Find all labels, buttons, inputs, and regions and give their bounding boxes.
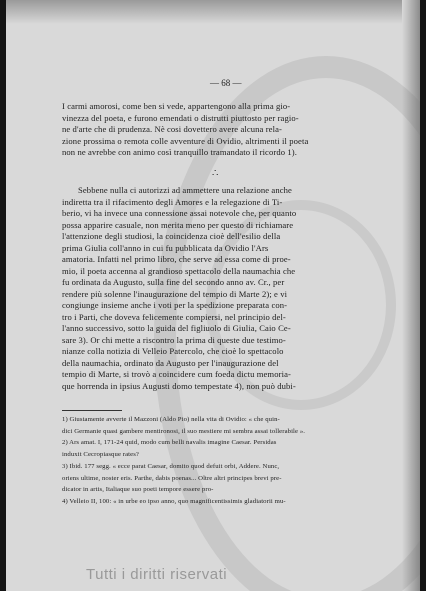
text-line: rendere più solenne l'inaugurazione del tempio di Marte 2); e vi xyxy=(62,288,288,299)
footnote-line: 3) Ibid. 177 segg. « ecce parat Caesar, domito quod defuit orbi, Addere. Nunc, xyxy=(62,462,280,470)
text-line: ne d'arte che di prudenza. Nè cosi dovettero avere alcuna rela- xyxy=(62,124,282,134)
footnote-line: 2) Ars amat. I, 171-24 quid, modo cum belli navalis imagine Caesar. Persidas xyxy=(62,439,277,447)
text-line: que horrenda in ipsius Augusti domo tempestate 4), non può dubi- xyxy=(62,380,296,391)
scan-shadow-top xyxy=(6,0,420,24)
text-line: l'anno successivo, sotto la guida del figliuolo di Giulia, Caio Ce- xyxy=(62,323,291,333)
text-line: possa apparire casuale, non merita meno per questo di richiamare xyxy=(62,219,294,230)
text-line: prima Giulia coll'anno in cui fu pubblicata da Ovidio l'Ars xyxy=(62,242,269,253)
text-line: fu ordinata da Augusto, sulla fine del secondo anno av. Cr., per xyxy=(62,277,285,287)
footnote-divider xyxy=(62,410,122,411)
text-line: sare 3). Or chi mette a riscontro la prima di queste due testimo- xyxy=(62,334,286,345)
footnote-line: induxit Cecropiasque rates? xyxy=(62,451,139,459)
footnote-line: dicator in artis, Italiaque suo poeti tempore essere pro- xyxy=(62,486,214,494)
text-line: tempio di Marte, si trovò a coincidere cum foeda dictu memoria- xyxy=(62,369,291,379)
footnote-line: 1) Giustamente avverte il Mazzoni (Aldo Pio) nella vita di Ovidio: « che quin- xyxy=(62,416,280,423)
footnote-line: dici Germanie quasi gambere mentironosi, il suo mestiere mi sembra assai tollerabile ». xyxy=(62,427,306,435)
text-line: amatoria. Infatti nel primo libro, che serve ad essa come di proe- xyxy=(62,254,291,264)
page-number: — 68 — xyxy=(210,78,242,88)
paragraph-2 xyxy=(62,185,296,392)
footnotes xyxy=(62,414,305,508)
text-line: indiretta tra il rifacimento degli Amores e la relegazione di Ti- xyxy=(62,196,283,207)
text-line: congiunge insieme anche i voti per la spedizione preparata con- xyxy=(62,300,288,310)
text-line: mio, il poeta accenna al grandioso spettacolo della naumachia che xyxy=(62,265,296,276)
text-line: della naumachia, ordinato da Augusto per l'inaugurazione del xyxy=(62,357,279,368)
footnote-line: oriens ultime, noster eris. Parthe, dabis poenas... Oltre altri principes brevi pre- xyxy=(62,474,282,482)
text-line: zione prossima o remota colle avventure di Ovidio, altrimenti il poeta xyxy=(62,135,309,146)
footnote-line: 4) Velleio II, 100: « in urbe eo ipso anno, quo magnificentissimis gladiatorii mu- xyxy=(62,497,286,505)
text-line: non ne avrebbe con animo così tranquillo tramandato il ricordo 1). xyxy=(62,147,297,157)
text-line: nianze colla notizia di Velleio Patercolo, che cioè lo spettacolo xyxy=(62,346,284,356)
text-line: berio, vi ha invece una connessione assai notevole che, per quanto xyxy=(62,208,297,218)
rights-watermark: Tutti i diritti riservati xyxy=(86,566,228,583)
text-line: vinezza del poeta, e furono emendati o distrutti piuttosto per ragio- xyxy=(62,112,299,123)
document-page xyxy=(6,0,420,591)
section-separator: ∴ xyxy=(212,168,219,179)
text-line: tro i Parti, che doveva felicemente compiersi, nel principio del- xyxy=(62,311,286,322)
text-line: l'attenzione degli studiosi, la coincidenza cioè dell'esilio della xyxy=(62,231,281,241)
paragraph-1 xyxy=(62,101,308,159)
text-line: Sebbene nulla ci autorizzi ad ammettere una relazione anche xyxy=(78,185,292,195)
text-line: I carmi amorosi, come ben si vede, appartengono alla prima gio- xyxy=(62,101,291,111)
